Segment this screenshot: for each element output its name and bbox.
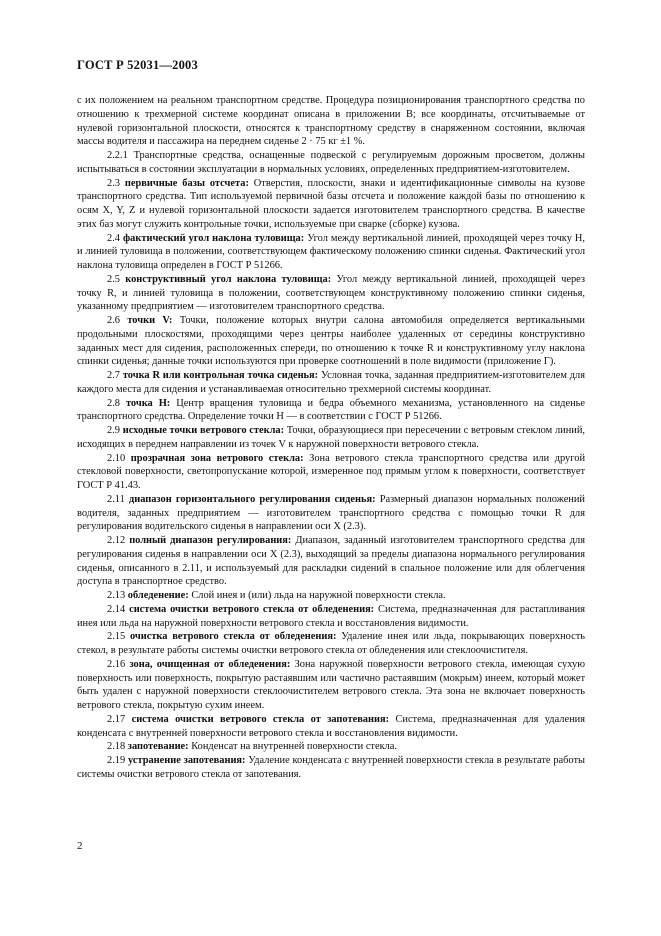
paragraph-number: 2.3	[107, 177, 125, 189]
paragraph-text: Удаление инея или льда, покрывающих поверхность стекол, в результате работы системы очистки ветрового стекла от обледенения или стеклоочистителя.	[77, 631, 585, 656]
term: полный диапазон регулирования:	[129, 535, 292, 546]
term: точка R или контрольная точка сиденья:	[122, 370, 319, 381]
paragraph-text: Транспортные средства, оснащенные подвеской с регулируемым дорожным просветом, должны испытываться в состоянии эксплуатации в нормальных условиях, определенных предприятием-изготовителем.	[77, 150, 585, 175]
paragraph-text: Размерный диапазон нормальных положений водителя, заданных предприятием — изготовителем транспортного средства с помощью точки R для регулирования водительского сиденья в направлении оси X (2.3).	[77, 493, 585, 533]
term: система очистки ветрового стекла от запотевания:	[131, 713, 390, 725]
paragraph-number: 2.15	[107, 631, 130, 643]
paragraph	[77, 177, 585, 232]
paragraph	[77, 589, 585, 603]
term: исходные точки ветрового стекла:	[122, 425, 285, 436]
paragraph-text: Система, предназначенная для растапливания инея или льда на наружной поверхности ветрового стекла и восстановления видимости.	[77, 603, 585, 629]
paragraph-text: Зона ветрового стекла транспортного средства или другой стекловой поверхности, светопропускание которой, измеренное под прямым углом к поверхности, соответствует ГОСТ Р 41.43.	[77, 452, 586, 491]
paragraph-number: 2.5	[107, 273, 126, 285]
paragraph	[77, 630, 585, 658]
term: фактический угол наклона туловища:	[122, 232, 305, 244]
paragraph	[77, 740, 585, 754]
paragraph-text: Зона наружной поверхности ветрового стекла, имеющая сухую поверхность или поверхность, покрытую растаявшим или частично растаявшим (мокрым) инеем, который может быть удален с наружной поверхности стеклоочистителем ветрового стекла. Эта зона не включает поверхность ветрового стекла, покрытую сухим инеем.	[77, 658, 586, 711]
term: точки V:	[127, 315, 173, 326]
paragraph	[77, 273, 585, 314]
paragraph	[77, 149, 585, 177]
paragraph	[77, 452, 585, 493]
paragraph-text: Условная точка, заданная предприятием-изготовителем для каждого места для сидения и устанавливаемая относительно трехмерной системы координат.	[77, 370, 585, 395]
paragraph-number: 2.12	[107, 535, 130, 546]
paragraph-number: 2.13	[107, 590, 128, 601]
paragraph-number: 2.10	[107, 452, 131, 464]
document-header: ГОСТ Р 52031—2003	[77, 58, 198, 72]
paragraph	[77, 658, 585, 713]
paragraph-text: Система, предназначенная для удаления конденсата с внутренней поверхности ветрового стекла и восстановления видимости.	[77, 713, 585, 739]
term: первичные базы отсчета:	[124, 177, 249, 189]
paragraph-number: 2.2.1	[107, 150, 134, 161]
term: устранение запотевания:	[127, 755, 246, 766]
paragraph-number: 2.19	[107, 755, 128, 766]
paragraph-text: Конденсат на внутренней поверхности стекла.	[188, 741, 398, 753]
paragraph-text: Угол между вертикальной линией, проходящей через точку R, и линией туловища в положении, соответствующем конструктивному положению спинки сиденья, указанному предприятием — изготовителем транспортного средства.	[77, 273, 585, 313]
document-body	[77, 94, 585, 782]
term: точка H:	[125, 397, 171, 409]
term: зона, очищенная от обледенения:	[129, 658, 291, 670]
paragraph	[77, 713, 585, 741]
term: прозрачная зона ветрового стекла:	[130, 452, 304, 464]
paragraph-number: 2.16	[107, 658, 130, 670]
paragraph	[77, 534, 585, 589]
paragraph	[77, 314, 585, 369]
paragraph	[77, 603, 585, 631]
paragraph	[77, 754, 585, 782]
term: конструктивный угол наклона туловища:	[125, 273, 332, 285]
paragraph-number: 2.11	[107, 493, 129, 505]
paragraph	[77, 232, 585, 273]
paragraph-number: 2.17	[107, 713, 132, 725]
paragraph-text: с их положением на реальном транспортном средстве. Процедура позиционирования транспортного средства по отношению к трехмерной системе координат описана в приложении В; все координаты, отсчитываемые от нулевой горизонтальной плоскости, относятся к транспортному средству в снаряженном состоянии, включая массы водителя и пассажира на переднем сиденье 2 · 75 кг ±1 %.	[77, 95, 585, 148]
term: очистка ветрового стекла от обледенения:	[129, 631, 337, 643]
paragraph	[77, 424, 585, 452]
paragraph-number: 2.18	[107, 741, 128, 753]
paragraph-number: 2.9	[107, 425, 123, 436]
paragraph-number: 2.14	[107, 603, 130, 615]
term: диапазон горизонтального регулирования сиденья:	[128, 493, 376, 505]
paragraph-text: Угол между вертикальной линией, проходящей через точку H, и линией туловища в положении, соответствующем фактическому положению спинки сиденья. Фактический угол наклона туловища определен в ГОСТ Р 51266.	[77, 232, 585, 271]
paragraph-number: 2.6	[107, 315, 128, 326]
term: система очистки ветрового стекла от обледенения:	[129, 603, 375, 615]
paragraph	[77, 397, 585, 425]
paragraph-number: 2.8	[107, 397, 126, 409]
paragraph	[77, 369, 585, 397]
paragraph-text: Слой инея и (или) льда на наружной поверхности стекла.	[188, 590, 446, 601]
paragraph-text: Диапазон, заданный изготовителем транспортного средства для регулирования сиденья в направлении оси X (2.3), выходящий за пределы диапазона нормального регулирования сиденья, описанного в 2.11, и используемый для раскладки сидений в спальное положение или для облегчения доступа в транспортное средство.	[77, 535, 585, 588]
paragraph-text: Центр вращения туловища и бедра объемного механизма, установленного на сиденье транспортного средства. Определение точки H — в соответствии с ГОСТ Р 51266.	[77, 397, 585, 423]
paragraph-number: 2.7	[107, 370, 123, 381]
page-number: 2	[77, 840, 83, 852]
paragraph-number: 2.4	[107, 232, 123, 244]
paragraph	[77, 493, 585, 534]
paragraph-text: Точки, положение которых внутри салона автомобиля определяется вертикальными продольными плоскостями, проходящими через центры наиболее удаленных от середины конструктивно заданных мест для сидения, расположенных спереди, по отношению к точке R и конструктивному углу наклона спинки сиденья; данные точки используются при проверке соотношений в поле видимости (приложение Г).	[77, 315, 585, 368]
paragraph-text: Удаление конденсата с внутренней поверхности стекла в результате работы системы очистки ветрового стекла от запотевания.	[77, 755, 585, 780]
term: обледенение:	[127, 590, 189, 601]
paragraph-text: Отверстия, плоскости, знаки и идентификационные символы на кузове транспортного средства. Тип используемой первичной базы отсчета и положение каждой базы по отношению к осям X, Y, Z и нулевой горизонтальной плоскости задается изготовителем транспортного средства. В качестве этих баз могут служить контрольные точки, используемые при сварке (сборке) кузова.	[77, 177, 585, 230]
paragraph-text: Точки, образующиеся при пересечении с ветровым стеклом линий, исходящих в переднем направлении из точек V к наружной поверхности ветрового стекла.	[77, 425, 585, 450]
paragraph	[77, 94, 585, 149]
term: запотевание:	[127, 741, 189, 753]
